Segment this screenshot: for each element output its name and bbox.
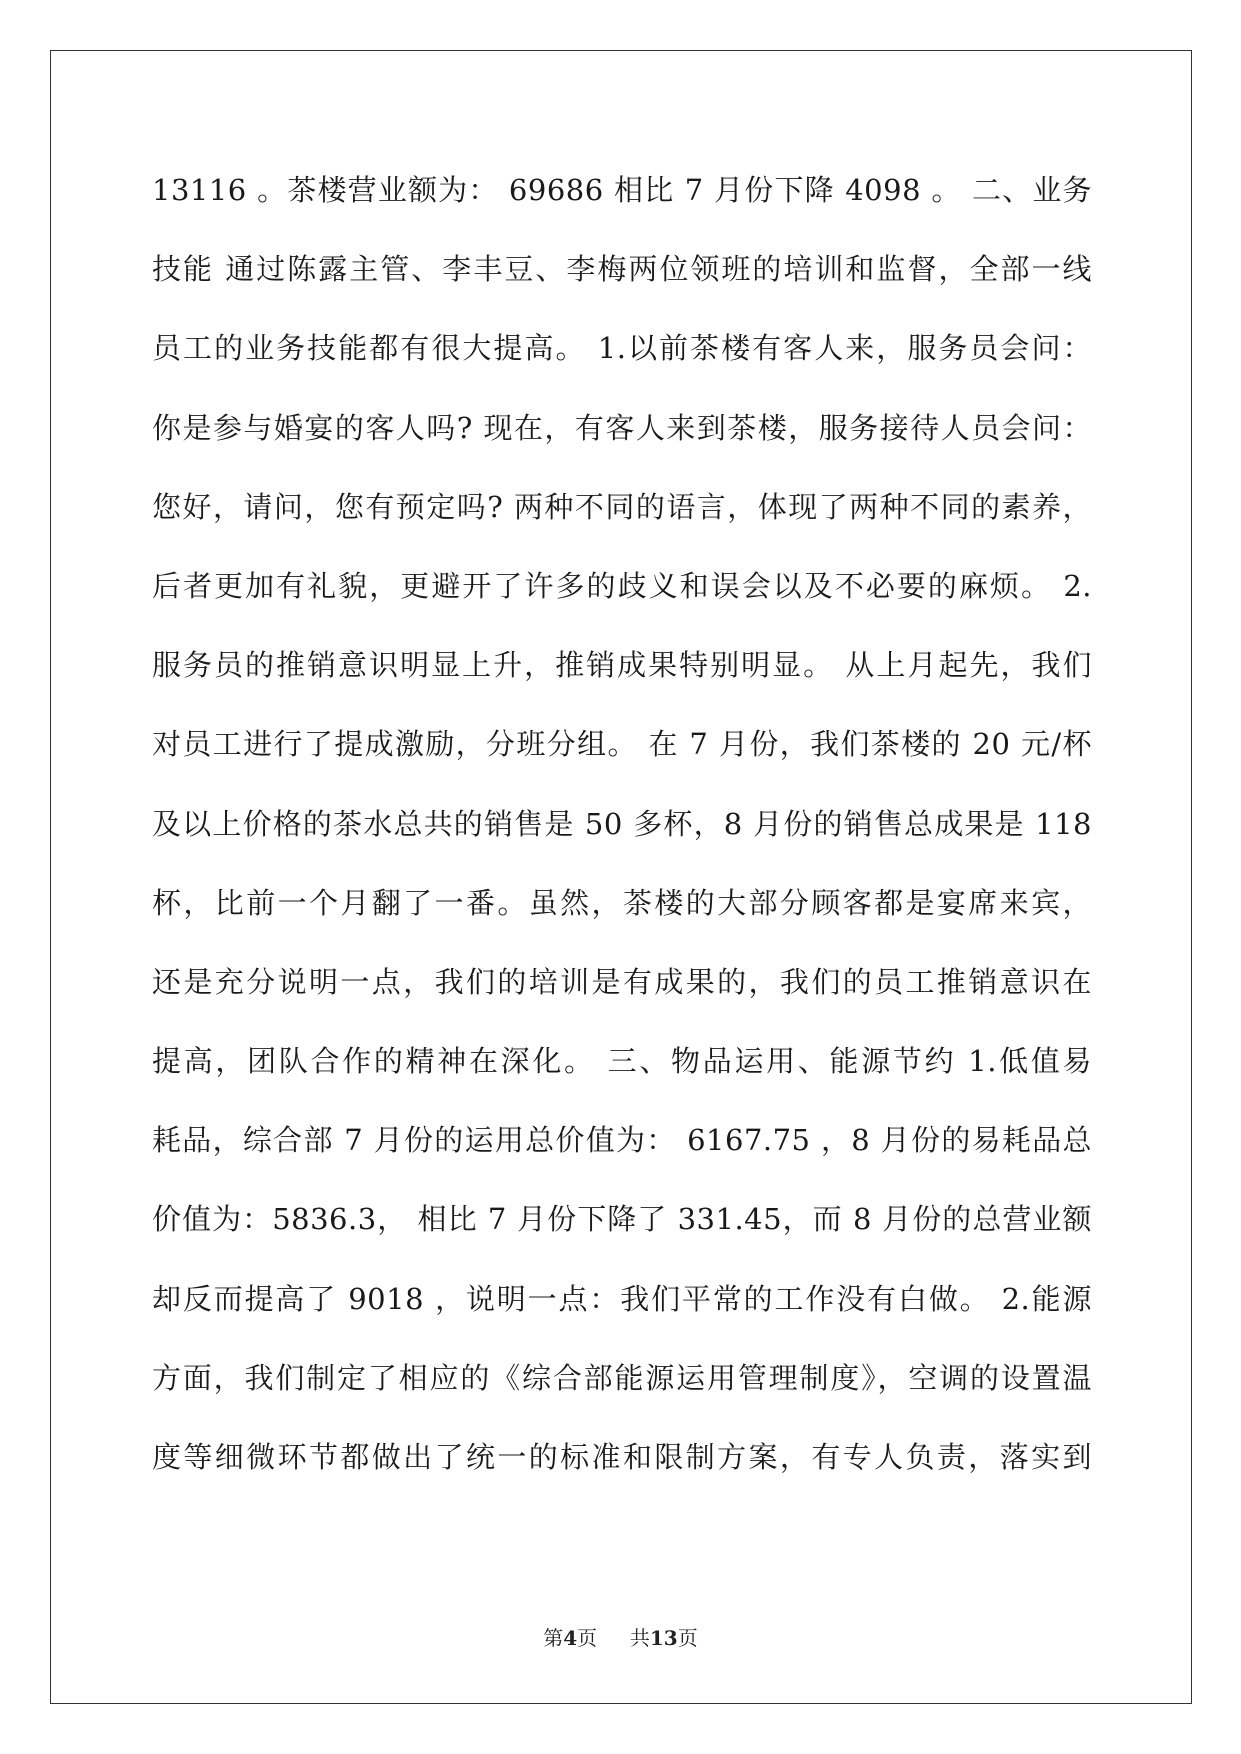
text-line: 及以上价格的茶水总共的销售是 50 多杯，8 月份的销售总成果是 118 (152, 806, 1092, 841)
total-pages-label: 共13页 (629, 1626, 698, 1650)
text-line: 后者更加有礼貌，更避开了许多的歧义和误会以及不必要的麻烦。 2. (152, 568, 1092, 603)
text-line: 服务员的推销意识明显上升，推销成果特别明显。 从上月起先，我们 (152, 648, 1092, 683)
text-line: 你是参与婚宴的客人吗? 现在，有客人来到茶楼，服务接待人员会问： (152, 410, 1092, 445)
text-line: 技能 通过陈露主管、李丰豆、李梅两位领班的培训和监督，全部一线 (152, 252, 1092, 287)
text-line: 价值为：5836.3， 相比 7 月份下降了 331.45，而 8 月份的总营业额 (152, 1202, 1092, 1237)
text-line: 员工的业务技能都有很大提高。 1.以前茶楼有客人来，服务员会问： (152, 331, 1092, 366)
total-page-number: 13 (649, 1626, 678, 1650)
text-line: 还是充分说明一点，我们的培训是有成果的，我们的员工推销意识在 (152, 964, 1092, 999)
text-line: 对员工进行了提成激励，分班分组。 在 7 月份，我们茶楼的 20 元/杯 (152, 727, 1092, 762)
current-page-number: 4 (563, 1626, 578, 1650)
text-line: 耗品，综合部 7 月份的运用总价值为： 6167.75 ，8 月份的易耗品总 (152, 1123, 1092, 1158)
text-line: 杯，比前一个月翻了一番。虽然，茶楼的大部分顾客都是宴席来宾， (152, 885, 1092, 920)
text-line: 方面，我们制定了相应的《综合部能源运用管理制度》，空调的设置温 (152, 1360, 1092, 1395)
page-footer (0, 1622, 1241, 1651)
page-number-label: 第4页 (543, 1626, 598, 1650)
document-body (152, 160, 1092, 1506)
text-line: 13116 。茶楼营业额为： 69686 相比 7 月份下降 4098 。 二、业务 (152, 173, 1092, 207)
text-line: 度等细微环节都做出了统一的标准和限制方案，有专人负责，落实到 (152, 1440, 1092, 1474)
text-line: 您好，请问，您有预定吗? 两种不同的语言，体现了两种不同的素养， (152, 489, 1092, 524)
text-line: 提高，团队合作的精神在深化。 三、物品运用、能源节约 1.低值易 (152, 1044, 1092, 1079)
text-line: 却反而提高了 9018 ，说明一点：我们平常的工作没有白做。 2.能源 (152, 1281, 1092, 1316)
